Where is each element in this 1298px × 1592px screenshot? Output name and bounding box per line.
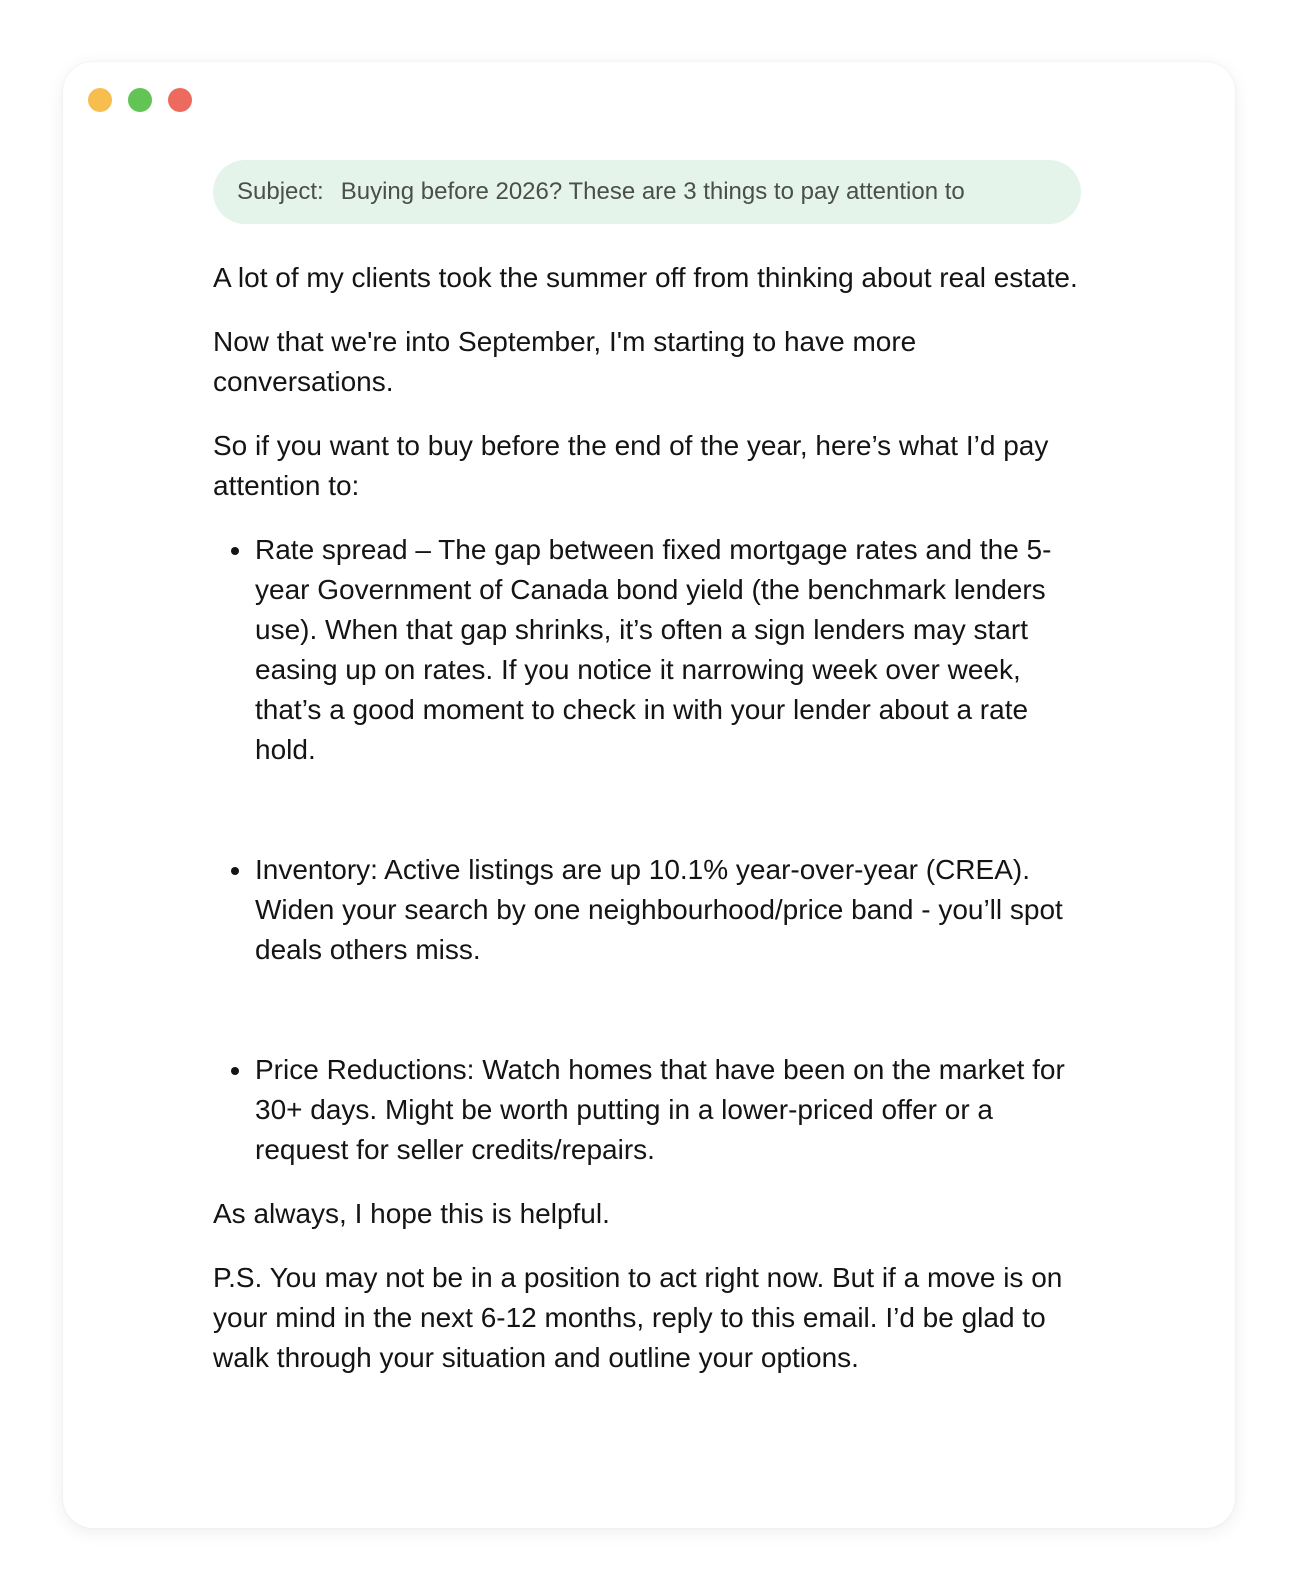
email-body	[213, 258, 1093, 1402]
body-paragraph: Now that we're into September, I'm starting to have more conversations.	[213, 326, 917, 397]
minimize-button[interactable]	[88, 88, 112, 112]
subject-label: Subject:	[237, 178, 324, 205]
list-item: Price Reductions: Watch homes that have been on the market for 30+ days. Might be worth putting in a lower-priced offer or a request for seller credits/repairs.	[255, 1050, 1093, 1170]
body-paragraph: So if you want to buy before the end of the year, here’s what I’d pay attention to:	[213, 430, 1049, 501]
window-controls	[88, 88, 192, 112]
zoom-button[interactable]	[128, 88, 152, 112]
close-button[interactable]	[168, 88, 192, 112]
ps-paragraph: P.S. You may not be in a position to act right now. But if a move is on your mind in the next 6-12 months, reply to this email. I’d be glad to walk through your situation and outline your options.	[213, 1262, 1063, 1373]
tips-list	[213, 530, 1093, 1170]
list-item: Rate spread – The gap between fixed mortgage rates and the 5-year Government of Canada bond yield (the benchmark lenders use). When that gap shrinks, it’s often a sign lenders may start easing up on rates. If you notice it narrowing week over week, that’s a good moment to check in with your lender about a rate hold.	[255, 530, 1093, 770]
body-paragraph: A lot of my clients took the summer off from thinking about real estate.	[213, 262, 1078, 293]
body-paragraph: As always, I hope this is helpful.	[213, 1198, 610, 1229]
email-window	[63, 62, 1235, 1528]
list-item: Inventory: Active listings are up 10.1% year-over-year (CREA). Widen your search by one neighbourhood/price band - you’ll spot deals others miss.	[255, 850, 1093, 970]
subject-text: Buying before 2026? These are 3 things to pay attention to	[340, 178, 965, 205]
subject-line	[213, 160, 1081, 224]
